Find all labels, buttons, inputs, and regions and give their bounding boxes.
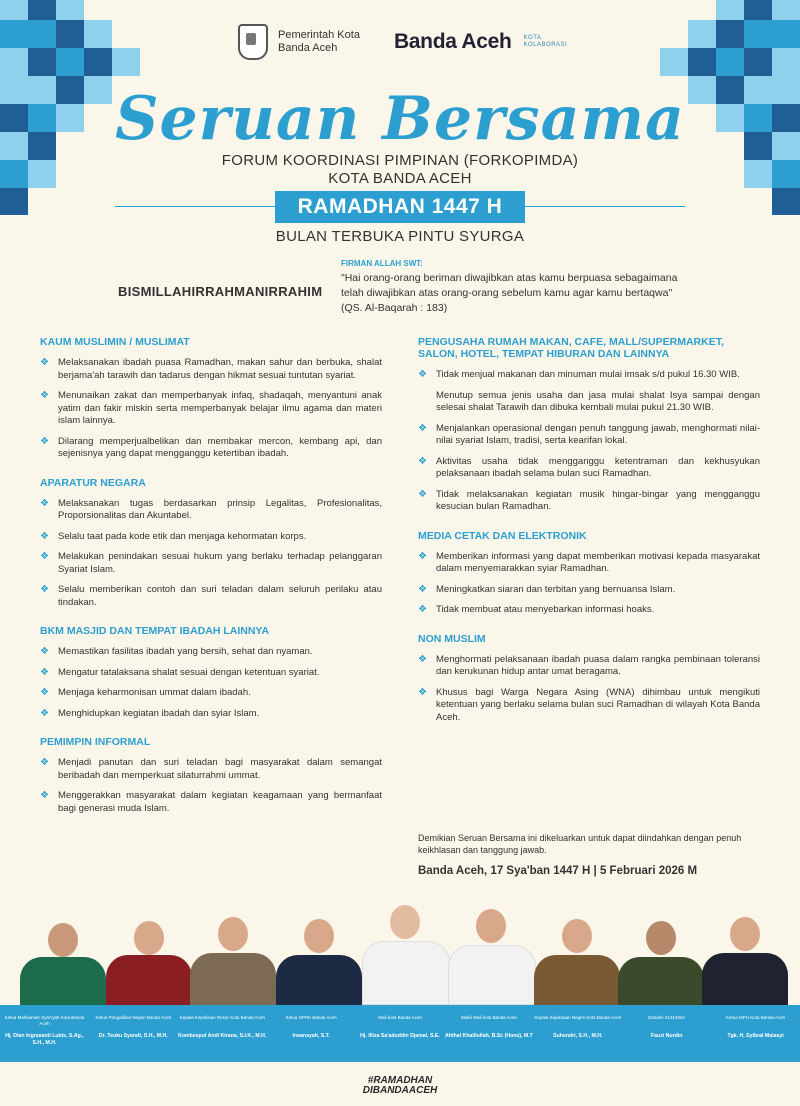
list-item [40,551,382,576]
brand-sub-1: KOTA [523,35,542,41]
list-item-text: Selalu taat pada kode etik dan menjaga kehormatan korps. [58,530,307,542]
list-item-text: Menutup semua jenis usaha dan jasa mulai shalat Isya sampai dengan selesai shalat Tarawih dan dibuka kembali mulai pukul 21.30 WIB. [436,389,760,413]
diamond-bullet-icon: ❖ [418,583,427,595]
list-item-text: Menjadi panutan dan suri teladan bagi masyarakat dalam semangat beribadah dan memperkuat silaturrahmi ummat. [58,757,382,781]
list-item-text: Dilarang memperjualbelikan dan membakar mercon, kembang api, dan sejenisnya yang dapat mengganggu ketertiban ibadah. [58,435,382,459]
list-item-text: Melaksanakan tugas berdasarkan prinsip Legalitas, Profesionalitas, Proporsionalitas dan Akuntabel. [58,497,382,521]
diamond-bullet-icon: ❖ [40,497,49,509]
list-item [418,604,760,617]
official-figure [362,895,448,1005]
hashtag-line-1: #RAMADHAN [367,1075,433,1086]
official-name: Suhendri, S.H., M.H. [553,1033,603,1039]
section-heading: APARATUR NEGARA [40,476,146,489]
diamond-bullet-icon: ❖ [40,666,49,678]
official-caption [533,1005,622,1062]
diamond-bullet-icon: ❖ [40,551,49,562]
section-heading: BKM MASJID DAN TEMPAT IBADAH LAINNYA [40,625,270,637]
list-item [418,456,760,481]
list-item-text: Menghidupkan kegiatan ibadah dan syiar Islam. [58,707,260,719]
list-item-text: Memastikan fasilitas ibadah yang bersih, sehat dan nyaman. [58,646,313,657]
official-role: Ketua MPU Kota Banda Aceh [726,1015,786,1020]
list-item [418,489,760,514]
section-heading: PEMIMPIN INFORMAL [40,736,151,748]
list-item-text: Menunaikan zakat dan memperbanyak infaq, shadaqah, menyantuni anak yatim dan fakir miskin serta memperbanyak belajar ilmu agama dan materi islam lainnya. [58,390,382,426]
list-item-text: Melakukan penindakan sesuai hukum yang berlaku terhadap pelanggaran Syariat Islam. [58,551,382,575]
list-item-text: Tidak membuat atau menyebarkan informasi hoaks. [436,604,655,615]
diamond-bullet-icon: ❖ [40,757,49,768]
list-item [40,646,382,659]
diamond-bullet-icon: ❖ [40,530,49,542]
official-role: Ketua Mahkamah Syar'iyah Kota Banda Aceh [4,1015,85,1026]
official-name: Fauzi Nurdin [650,1033,683,1039]
diamond-bullet-icon: ❖ [40,435,49,447]
list-item [418,423,760,448]
brand-logo-text: Banda Aceh [393,30,512,53]
official-caption [89,1005,178,1062]
diamond-bullet-icon: ❖ [418,653,427,665]
list-item [418,551,760,576]
diamond-bullet-icon: ❖ [40,390,49,401]
official-name: Dr. Teuku Syarafi, S.H., M.H. [98,1033,168,1039]
hashtag-line-2: DIBANDAACEH [362,1085,438,1096]
diamond-bullet-icon: ❖ [40,687,49,698]
list-item-text: Memberikan informasi yang dapat memberikan motivasi kepada masyarakat dalam menyemarakkan syiar Ramadhan. [436,550,760,574]
tagline: BULAN TERBUKA PINTU SYURGA [275,228,525,245]
firman-text: "Hai orang-orang beriman diwajibkan atas kamu berpuasa sebagaimana telah diwajibkan atas orang-orang sebelum kamu agar kamu bertaqwa" (QS. Al-Baqarah : 183) [341,272,678,314]
official-name: Afdhal Khalilullah, B.Sc (Hons), M.T [444,1033,533,1039]
diamond-bullet-icon: ❖ [40,790,49,801]
diamond-bullet-icon: ❖ [418,369,427,380]
official-caption [356,1005,445,1062]
official-figure [20,895,106,1005]
official-caption [444,1005,533,1062]
ramadhan-banner: RAMADHAN 1447 H [275,191,525,223]
list-item-text: Aktivitas usaha tidak mengganggu ketentraman dan kekhusyukan pelaksanaan ibadah selama bulan suci Ramadhan. [436,455,760,479]
official-caption [267,1005,356,1062]
gov-line-2: Banda Aceh [278,42,338,54]
official-name: Hj. Illiza Sa'aduddin Djamal, S.E. [360,1033,440,1039]
subtitle-forum: FORUM KOORDINASI PIMPINAN (FORKOPIMDA) [221,152,579,169]
official-role: Ketua Pengadilan Negeri Banda Aceh [95,1015,172,1020]
official-role: Ketua DPRK Banda Aceh [285,1015,337,1020]
section-aparatur-negara [40,477,382,610]
list-item [40,790,382,815]
section-kaum-muslimin [40,336,382,461]
brand-sub-2: KOLABORASI [523,42,568,48]
list-item-text: Selalu memberikan contoh dan suri teladan dalam seluruh perilaku atau tindakan. [58,584,382,608]
list-item [418,584,760,597]
page-title: Seruan Bersama [115,84,685,154]
official-role: Kepala Kejaksaan Negeri Kota Banda Aceh [534,1015,622,1020]
list-item [40,436,382,461]
list-item-text: Mengatur tatalaksana shalat sesuai dengan ketentuan syariat. [58,666,320,678]
section-non-muslim [418,633,760,725]
list-item [418,369,760,382]
official-figure [106,895,192,1005]
right-column [418,336,760,732]
bismillah: BISMILLAHIRRAHMANIRRAHIM [118,284,323,299]
list-item-text: Melaksanakan ibadah puasa Ramadhan, makan sahur dan berbuka, shalat berjama'ah tarawih dan tadarus dengan hikmat sesuai tuntutan syariat. [58,357,382,381]
official-figure [276,895,362,1005]
list-item [40,390,382,428]
list-item [40,531,382,544]
section-bkm-masjid [40,625,382,720]
brand-subtitle [524,35,568,49]
firman-title: FIRMAN ALLAH SWT: [341,259,423,268]
date-line: Banda Aceh, 17 Sya'ban 1447 H | 5 Februari 2026 M [418,865,698,877]
diamond-bullet-icon: ❖ [418,488,427,500]
closing-statement: Demikian Seruan Bersama ini dikeluarkan untuk dapat diindahkan dengan penuh keikhlasan dan tanggung jawab. [418,833,742,855]
section-heading: MEDIA CETAK DAN ELEKTRONIK [418,529,587,542]
list-item [40,357,382,382]
official-role: Wali kota Banda Aceh [378,1015,422,1020]
official-figure [190,895,276,1005]
list-item [40,687,382,700]
list-item-text: Menghormati pelaksanaan ibadah puasa dalam rangka pembinaan toleransi dan kerukunan hidup antar umat beragama. [436,653,760,677]
diamond-bullet-icon: ❖ [418,604,427,615]
diamond-bullet-icon: ❖ [40,584,49,595]
list-item [40,584,382,609]
section-media [418,530,760,617]
official-caption [0,1005,89,1062]
official-name: Hj. Dian Ingrasanti Lubis, S.Ag., S.H., M.H. [5,1033,84,1046]
list-item-text: Meningkatkan siaran dan terbitan yang bernuansa Islam. [436,583,676,595]
list-item-text: Tidak menjual makanan dan minuman mulai imsak s/d pukul 16.30 WIB. [436,369,740,380]
list-item [40,498,382,523]
section-heading: KAUM MUSLIMIN / MUSLIMAT [40,336,190,348]
official-figure [618,895,704,1005]
section-heading: NON MUSLIM [418,632,486,645]
list-item-text: Khusus bagi Warga Negara Asing (WNA) dihimbau untuk mengikuti ketentuan yang berlaku selama bulan suci Ramadhan di wilayah Kota Banda Aceh. [436,686,760,723]
list-item-text: Menjalankan operasional dengan penuh tanggung jawab, menghormati nilai-nilai syariat Islam, tradisi, serta kearifan lokal. [436,422,760,446]
government-label [278,29,360,55]
diamond-bullet-icon: ❖ [40,357,49,368]
diamond-bullet-icon: ❖ [40,707,49,719]
gov-line-1: Pemerintah Kota [278,29,360,41]
official-name: Kombespol Andi Kirana, S.I.K., M.H. [178,1033,267,1039]
official-name: Tgk. H. Syibral Malasyi [727,1033,784,1039]
list-item [40,708,382,721]
official-figure [448,895,534,1005]
official-caption [178,1005,267,1062]
diamond-bullet-icon: ❖ [418,550,427,562]
official-role: Dandim 0101/KBA [648,1015,686,1020]
official-name: Irwansyah, S.T. [292,1033,330,1039]
list-item [418,654,760,679]
hashtag [0,1076,800,1096]
header-logos [238,24,567,60]
official-caption [711,1005,800,1062]
list-item [418,687,760,725]
official-caption [622,1005,711,1062]
list-item [40,757,382,782]
officials-photo-row [18,895,788,1005]
section-pemimpin-informal [40,736,382,815]
list-item-text: Menggerakkan masyarakat dalam kegiatan keagamaan yang bermanfaat bagi generasi muda Islam. [58,790,382,814]
subtitle-city: KOTA BANDA ACEH [328,170,472,187]
official-role: Kepala Kepolisian Resor Kota Banda Aceh [179,1015,265,1020]
section-pengusaha [418,336,760,514]
city-crest-icon [238,24,268,60]
official-role: Wakil Wali kota Banda Aceh [460,1015,517,1020]
diamond-bullet-icon: ❖ [40,646,49,657]
official-figure [534,895,620,1005]
list-item [40,667,382,680]
list-item-text: Tidak melaksanakan kegiatan musik hingar-bingar yang mengganggu kesucian bulan Ramadhan. [436,488,760,512]
diamond-bullet-icon: ❖ [418,422,427,434]
diamond-bullet-icon: ❖ [418,455,427,467]
list-item-text: Menjaga keharmonisan ummat dalam ibadah. [58,687,251,698]
list-item-note [436,390,760,415]
diamond-bullet-icon: ❖ [418,686,427,698]
official-figure [702,895,788,1005]
section-heading: PENGUSAHA RUMAH MAKAN, CAFE, MALL/SUPERMARKET, SALON, HOTEL, TEMPAT HIBURAN DAN LAINNYA [418,336,724,360]
officials-caption-strip [0,1005,800,1062]
left-column [40,336,382,823]
